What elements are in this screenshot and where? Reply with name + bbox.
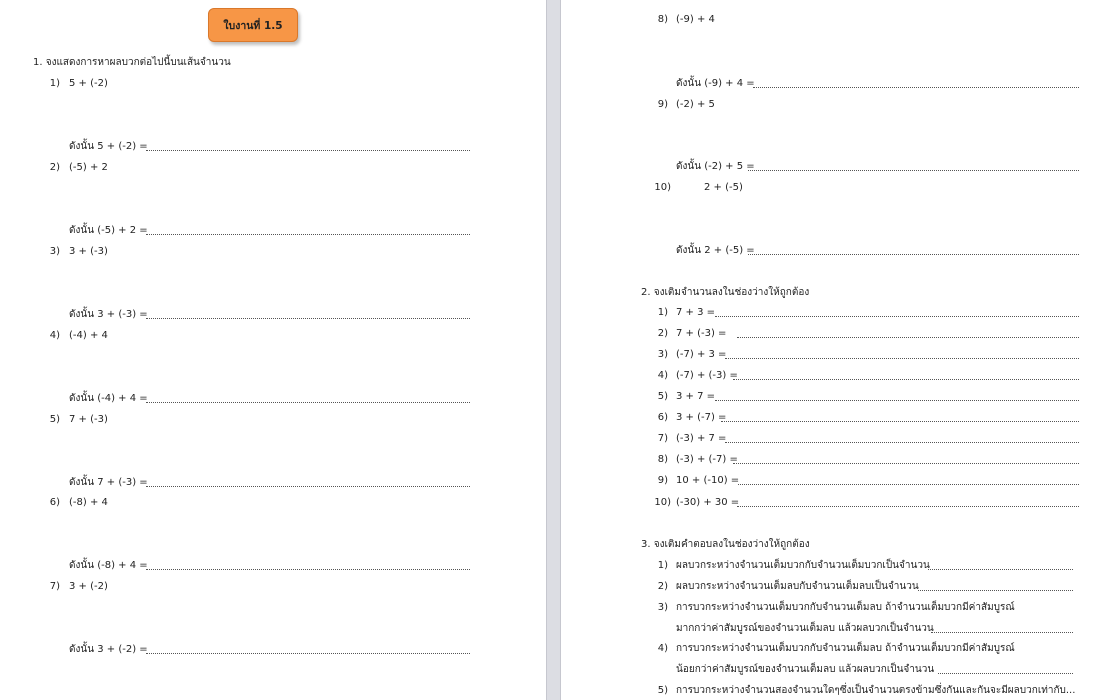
item-expression: (-7) + 3 = — [676, 349, 727, 360]
answer-blank[interactable] — [146, 569, 470, 570]
item-expression: 3 + (-3) — [69, 246, 108, 257]
item-answer-label: ดังนั้น 3 + (-2) = — [69, 644, 148, 655]
item-number: 10) — [654, 182, 671, 193]
item-statement: ผลบวกระหว่างจำนวนเต็มลบกับจำนวนเต็มลบเป็นจำนวน — [676, 581, 919, 592]
item-number: 7) — [49, 581, 60, 592]
item-number: 2) — [657, 328, 668, 339]
item-answer-label: ดังนั้น 7 + (-3) = — [69, 477, 148, 488]
item-expression: (-3) + (-7) = — [676, 454, 738, 465]
section3-heading: 3. จงเติมคำตอบลงในช่องว่างให้ถูกต้อง — [641, 539, 810, 550]
answer-blank[interactable] — [748, 254, 1079, 255]
item-number: 8) — [657, 454, 668, 465]
item-expression: 3 + (-7) = — [676, 412, 727, 423]
item-expression: (-2) + 5 — [676, 99, 715, 110]
item-answer-label: ดังนั้น (-4) + 4 = — [69, 393, 148, 404]
item-statement: การบวกระหว่างจำนวนเต็มบวกกับจำนวนเต็มลบ ถ้าจำนวนเต็มบวกมีค่าสัมบูรณ์ — [676, 643, 1015, 654]
answer-blank[interactable] — [725, 358, 1079, 359]
item-number: 5) — [657, 685, 668, 696]
item-number: 3) — [49, 246, 60, 257]
answer-blank[interactable] — [733, 463, 1079, 464]
item-expression: (-8) + 4 — [69, 497, 108, 508]
item-statement-continued: มากกว่าค่าสัมบูรณ์ของจำนวนเต็มลบ แล้วผลบวกเป็นจำนวน — [676, 623, 934, 634]
item-expression: (-9) + 4 — [676, 14, 715, 25]
item-number: 10) — [654, 497, 671, 508]
item-answer-label: ดังนั้น (-5) + 2 = — [69, 225, 148, 236]
item-number: 4) — [49, 330, 60, 341]
item-number: 1) — [49, 78, 60, 89]
item-expression: 3 + (-2) — [69, 581, 108, 592]
answer-blank[interactable] — [918, 590, 1073, 591]
answer-blank[interactable] — [733, 379, 1079, 380]
answer-blank[interactable] — [146, 150, 470, 151]
answer-blank[interactable] — [146, 486, 470, 487]
item-number: 4) — [657, 643, 668, 654]
answer-blank[interactable] — [928, 569, 1073, 570]
item-expression: (-30) + 30 = — [676, 497, 740, 508]
item-expression: (-7) + (-3) = — [676, 370, 738, 381]
item-number: 9) — [657, 99, 668, 110]
answer-blank[interactable] — [146, 318, 470, 319]
item-number: 8) — [657, 14, 668, 25]
answer-blank[interactable] — [738, 484, 1079, 485]
item-expression: 5 + (-2) — [69, 78, 108, 89]
item-answer-label: ดังนั้น (-2) + 5 = — [676, 161, 755, 172]
item-expression: (-4) + 4 — [69, 330, 108, 341]
item-number: 7) — [657, 433, 668, 444]
answer-blank[interactable] — [737, 506, 1079, 507]
page-gutter — [546, 0, 561, 700]
item-answer-label: ดังนั้น 3 + (-3) = — [69, 309, 148, 320]
item-number: 2) — [49, 162, 60, 173]
item-expression: 7 + (-3) — [69, 414, 108, 425]
item-number: 5) — [657, 391, 668, 402]
item-number: 1) — [657, 307, 668, 318]
item-number: 9) — [657, 475, 668, 486]
item-answer-label: ดังนั้น 5 + (-2) = — [69, 141, 148, 152]
item-number: 3) — [657, 602, 668, 613]
document-page-right — [561, 0, 1097, 700]
answer-blank[interactable] — [721, 421, 1079, 422]
item-number: 4) — [657, 370, 668, 381]
item-number: 1) — [657, 560, 668, 571]
item-number: 2) — [657, 581, 668, 592]
item-expression: (-3) + 7 = — [676, 433, 727, 444]
answer-blank[interactable] — [146, 653, 470, 654]
item-statement: การบวกระหว่างจำนวนสองจำนวนใดๆซึ่งเป็นจำนวนตรงข้ามซึ่งกันและกันจะมีผลบวกเท่ากับ... — [676, 685, 1076, 696]
answer-blank[interactable] — [737, 337, 1079, 338]
worksheet-title: ใบงานที่ 1.5 — [223, 19, 283, 32]
item-expression: 3 + 7 = — [676, 391, 716, 402]
item-number: 3) — [657, 349, 668, 360]
answer-blank[interactable] — [725, 442, 1079, 443]
answer-blank[interactable] — [931, 632, 1073, 633]
item-expression: 2 + (-5) — [704, 182, 743, 193]
answer-blank[interactable] — [146, 402, 470, 403]
item-expression: 7 + 3 = — [676, 307, 716, 318]
item-expression: 10 + (-10) = — [676, 475, 740, 486]
item-expression: (-5) + 2 — [69, 162, 108, 173]
item-statement: ผลบวกระหว่างจำนวนเต็มบวกกับจำนวนเต็มบวกเป็นจำนวน — [676, 560, 930, 571]
item-number: 5) — [49, 414, 60, 425]
item-statement-continued: น้อยกว่าค่าสัมบูรณ์ของจำนวนเต็มลบ แล้วผลบวกเป็นจำนวน — [676, 664, 935, 675]
item-expression: 7 + (-3) = — [676, 328, 727, 339]
section2-heading: 2. จงเติมจำนวนลงในช่องว่างให้ถูกต้อง — [641, 287, 810, 298]
item-number: 6) — [49, 497, 60, 508]
item-number: 6) — [657, 412, 668, 423]
answer-blank[interactable] — [715, 400, 1079, 401]
answer-blank[interactable] — [938, 673, 1073, 674]
item-answer-label: ดังนั้น (-9) + 4 = — [676, 78, 755, 89]
section1-heading: 1. จงแสดงการหาผลบวกต่อไปนี้บนเส้นจำนวน — [33, 57, 231, 68]
document-page-left — [0, 0, 546, 700]
worksheet-title-box — [208, 8, 298, 42]
answer-blank[interactable] — [715, 316, 1079, 317]
item-statement: การบวกระหว่างจำนวนเต็มบวกกับจำนวนเต็มลบ ถ้าจำนวนเต็มบวกมีค่าสัมบูรณ์ — [676, 602, 1015, 613]
answer-blank[interactable] — [146, 234, 470, 235]
item-answer-label: ดังนั้น 2 + (-5) = — [676, 245, 755, 256]
item-answer-label: ดังนั้น (-8) + 4 = — [69, 560, 148, 571]
answer-blank[interactable] — [748, 170, 1079, 171]
answer-blank[interactable] — [753, 87, 1079, 88]
